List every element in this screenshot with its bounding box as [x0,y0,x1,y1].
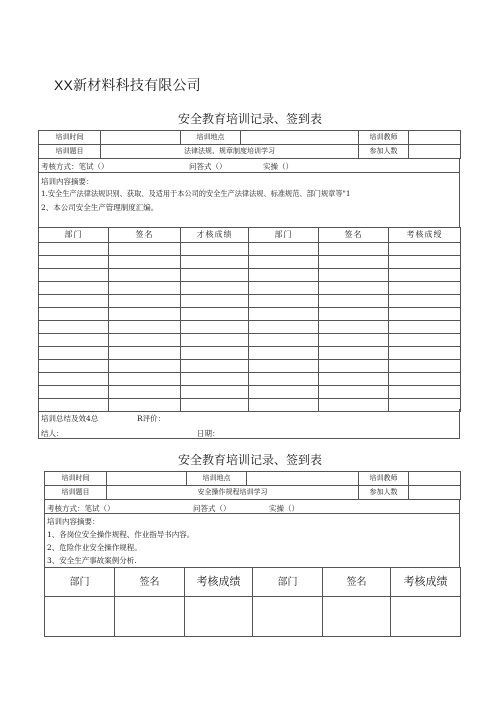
form1-col-score-2: 考核成绶 [389,228,461,243]
form1-cell[interactable] [389,360,461,373]
form1-cell[interactable] [319,347,389,360]
form1-content-line2: 2、本公司安全生产管理制度汇编。 [41,203,159,212]
form1-cell[interactable] [181,321,249,334]
form1-cell[interactable] [109,360,181,373]
form1-participants-value[interactable] [409,145,461,159]
form1-cell[interactable] [389,282,461,295]
company-name: XX新材料科技有限公司 [54,77,201,93]
form1-cell[interactable] [109,295,181,308]
form1-cell[interactable] [319,308,389,321]
form1-table-row [39,334,461,347]
form1-cell[interactable] [109,386,181,399]
form1-cell[interactable] [109,321,181,334]
form1-footer [38,409,460,439]
form1-cell[interactable] [39,256,109,269]
form1-teacher-value[interactable] [409,131,461,145]
form1-cell[interactable] [319,256,389,269]
form1-cell[interactable] [181,373,249,386]
form1-cell[interactable] [181,295,249,308]
form2-cell[interactable] [115,597,185,637]
form1-col-dept-1: 部门 [39,228,109,243]
form2-col-score-1: 考核成绩 [185,568,253,597]
form1-cell[interactable] [319,360,389,373]
form2-content-box [44,499,460,567]
form1-exam-qa[interactable]: 问答式（） [189,162,227,171]
form1-cell[interactable] [319,321,389,334]
form2-cell[interactable] [185,597,253,637]
form1-summarizer-label: 结人： [41,429,64,438]
form1-exam-written[interactable]: 笔试（） [78,162,109,171]
form1-cell[interactable] [389,295,461,308]
form1-cell[interactable] [109,282,181,295]
form1-cell[interactable] [389,373,461,386]
form1-cell[interactable] [39,386,109,399]
form1-cell[interactable] [39,295,109,308]
form1-cell[interactable] [249,282,319,295]
form2-participants-value[interactable] [409,486,461,500]
form1-cell[interactable] [181,347,249,360]
form1-topic-value: 法律法规、规章制度培训学习 [101,145,359,159]
form1-table-row [39,243,461,256]
form1-teacher-label: 培训教师 [359,131,409,145]
form1-cell[interactable] [249,295,319,308]
form1-table-row [39,295,461,308]
form1-cell[interactable] [319,269,389,282]
form1-cell[interactable] [181,256,249,269]
form1-cell[interactable] [389,256,461,269]
form1-cell[interactable] [181,282,249,295]
form1-cell[interactable] [249,360,319,373]
form1-cell[interactable] [181,308,249,321]
form2-col-sign-1: 签名 [115,568,185,597]
form1-cell[interactable] [249,308,319,321]
form1-col-sign-2: 签名 [319,228,389,243]
form2-exam-written[interactable]: 笔试（） [84,504,115,513]
form1-cell[interactable] [249,386,319,399]
form1-cell[interactable] [319,282,389,295]
form1-cell[interactable] [109,308,181,321]
form1-date-label: 日期： [197,429,220,438]
form2-topic-label: 培训题目 [45,486,107,500]
form2-col-sign-2: 签名 [323,568,391,597]
form1-time-value[interactable] [101,131,181,145]
form1-col-sign-1: 签名 [109,228,181,243]
form1-cell[interactable] [319,386,389,399]
form1-cell[interactable] [389,321,461,334]
form1-cell[interactable] [39,269,109,282]
form1-cell[interactable] [39,243,109,256]
form1-exam-practical[interactable]: 实操（） [263,162,293,171]
form1-place-label: 培训地点 [181,131,241,145]
form1-cell[interactable] [39,373,109,386]
form1-topic-label: 培训题目 [39,145,101,159]
form1-cell[interactable] [181,386,249,399]
form2-header-table [44,471,461,500]
form1-cell[interactable] [389,386,461,399]
form2-cell[interactable] [323,597,391,637]
form1-cell[interactable] [181,360,249,373]
form2-participants-label: 参加人数 [359,486,409,500]
form2-content-line3: 3、安全生产事故案例分析. [47,556,137,565]
form1-cell[interactable] [109,243,181,256]
form1-cell[interactable] [39,308,109,321]
form1-table-row [39,373,461,386]
form2-content-label: 培训内容摘要： [47,517,100,526]
form2-exam-label: 考核方式： [47,504,85,513]
form2-teacher-label: 培训教师 [359,472,409,486]
form2-teacher-value[interactable] [409,472,461,486]
form1-cell[interactable] [109,269,181,282]
form2-content-line2: 2、危险作业安全操作规程。 [47,543,142,552]
form2-place-label: 培训地点 [187,472,247,486]
form2-place-value[interactable] [247,472,359,486]
form1-table-row [39,256,461,269]
form1-table-row [39,269,461,282]
form1-title: 安全教育培训记录、签到表 [177,112,322,126]
form1-table-row [39,347,461,360]
form2-exam-practical[interactable]: 实操（） [269,504,299,513]
form2-col-dept-2: 部门 [253,568,323,597]
form1-content-label: 培训内容摘要： [41,177,94,186]
form1-col-score-1: 才核成绩 [181,228,249,243]
form1-cell[interactable] [249,334,319,347]
form2-content-line1: 1、各岗位安全操作规程、作业指导书内容。 [47,530,195,539]
form2-time-value[interactable] [107,472,187,486]
form1-cell[interactable] [39,321,109,334]
form1-cell[interactable] [249,347,319,360]
form1-place-value[interactable] [241,131,359,145]
form1-cell[interactable] [109,347,181,360]
form1-exam-label: 考核方式： [41,162,79,171]
form2-cell[interactable] [45,597,115,637]
form2-col-dept-1: 部门 [45,568,115,597]
form1-cell[interactable] [39,360,109,373]
form1-time-label: 培训时间 [39,131,101,145]
form1-cell[interactable] [389,269,461,282]
form1-table-row [39,386,461,399]
form1-content-line1: 1.安全生产法律法规识别、获取、及适用于本公司的安全生产法律法规、标准规范、部门规章等"1 [41,189,351,198]
form1-cell[interactable] [181,243,249,256]
form1-cell[interactable] [319,243,389,256]
form1-cell[interactable] [249,243,319,256]
form1-cell[interactable] [249,269,319,282]
form1-content-box [38,158,460,227]
form1-evaluation-label: R评价： [137,414,166,423]
form1-cell[interactable] [249,256,319,269]
form2-signin-table [44,567,461,637]
form1-cell[interactable] [39,334,109,347]
form1-header-table [38,130,461,159]
form1-cell[interactable] [109,334,181,347]
form1-cell[interactable] [389,243,461,256]
form1-cell[interactable] [389,347,461,360]
form1-summary-label: 培训总结及效4总 [41,414,99,423]
form1-cell[interactable] [249,321,319,334]
form1-cell[interactable] [389,308,461,321]
form1-table-row [39,321,461,334]
form2-time-label: 培训时间 [45,472,107,486]
form2-title: 安全教育培训记录、签到表 [177,453,322,467]
form1-cell[interactable] [39,282,109,295]
form1-participants-label: 参加人数 [359,145,409,159]
form1-cell[interactable] [389,334,461,347]
form1-table-row [39,360,461,373]
form1-cell[interactable] [109,373,181,386]
form1-cell[interactable] [181,334,249,347]
form1-table-row [39,308,461,321]
form1-col-dept-2: 部门 [249,228,319,243]
form2-col-score-2: 考核成绩 [391,568,461,597]
form1-cell[interactable] [249,373,319,386]
form2-cell[interactable] [391,597,461,637]
form2-topic-value: 安全操作规程培训学习 [107,486,359,500]
form1-signin-table [38,227,461,412]
form2-cell[interactable] [253,597,323,637]
form2-exam-qa[interactable]: 问答式（） [193,504,231,513]
form1-cell[interactable] [319,334,389,347]
form1-cell[interactable] [319,295,389,308]
form1-cell[interactable] [319,373,389,386]
form1-cell[interactable] [109,256,181,269]
form1-table-row [39,282,461,295]
form1-cell[interactable] [181,269,249,282]
form1-cell[interactable] [39,347,109,360]
